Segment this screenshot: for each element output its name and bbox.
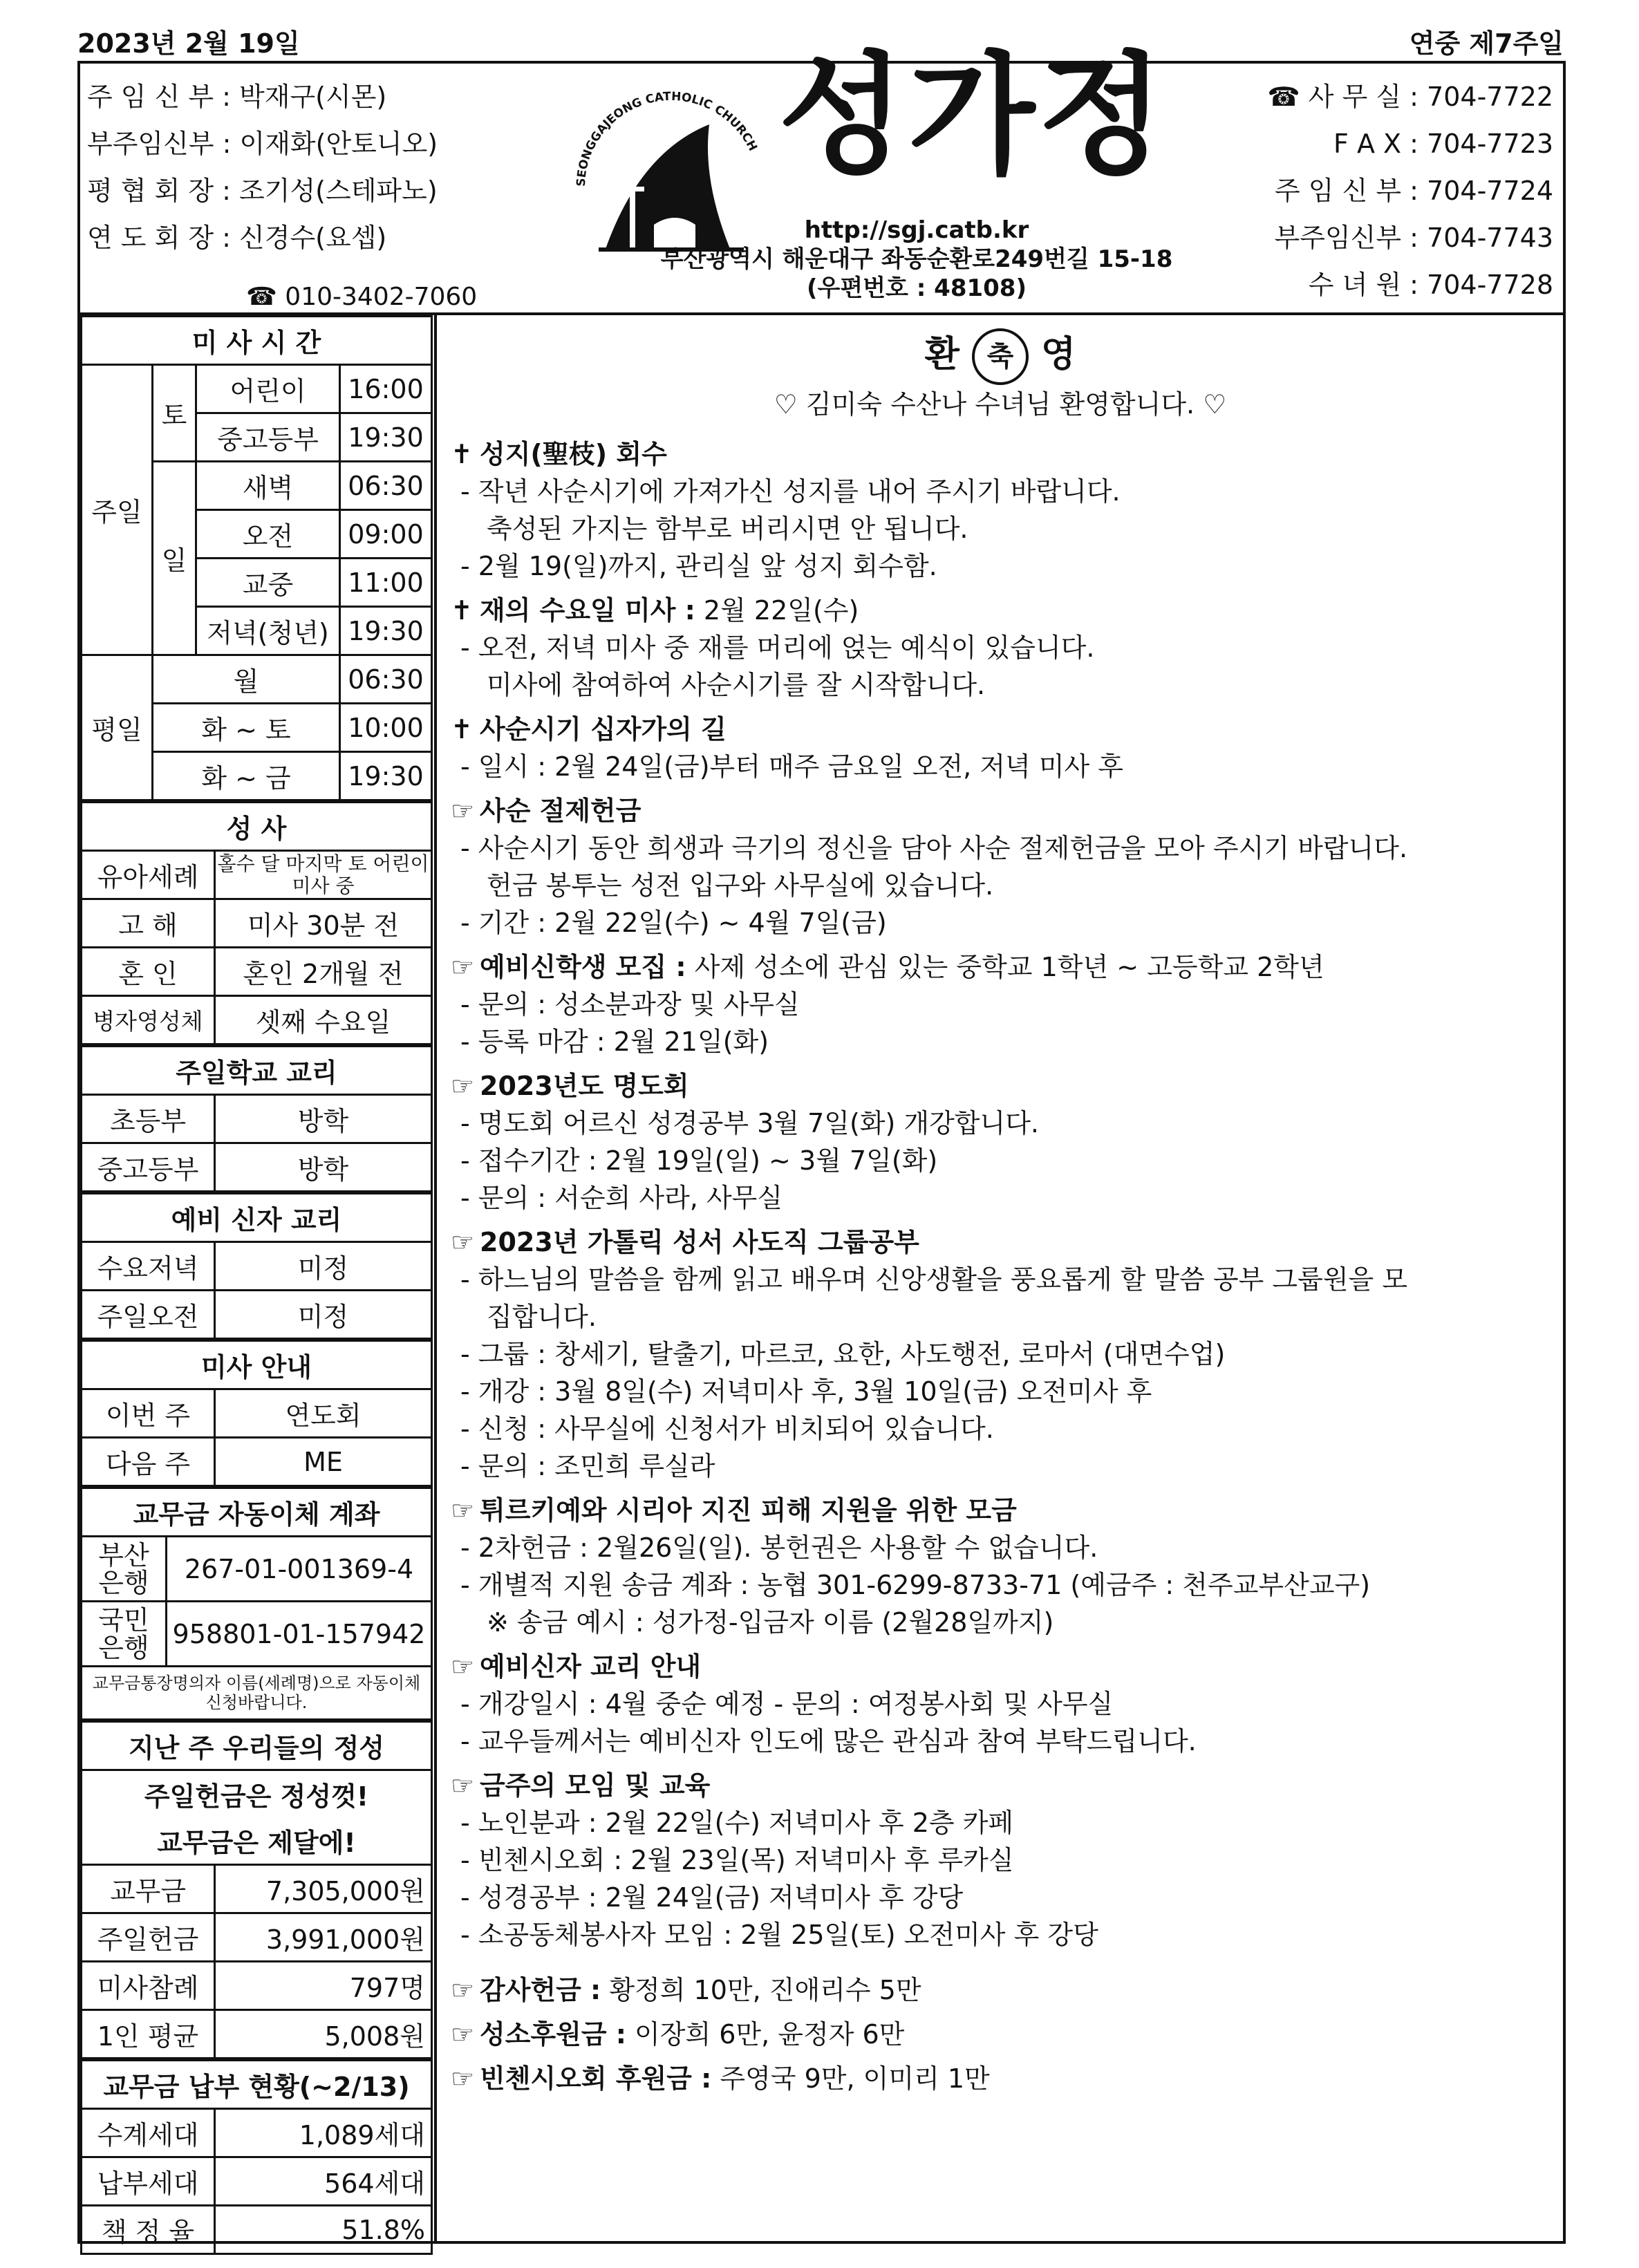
- staff-value: 신경수(요셉): [239, 223, 387, 253]
- account-table: [80, 1487, 433, 1721]
- bulletin-date: 2023년 2월 19일: [77, 28, 300, 59]
- guide-week: 이번 주: [82, 1389, 215, 1438]
- offering-amount: 7,305,000원: [215, 1865, 432, 1913]
- class-status: 미정: [215, 1242, 432, 1291]
- staff-label: 부주임신부: [87, 129, 214, 159]
- announcement-line: - 소공동체봉사자 모임 : 2월 25일(토) 오전미사 후 강당: [460, 1920, 1098, 1950]
- announcement-section: [451, 711, 1550, 785]
- announcement-section: [451, 1767, 1550, 1953]
- announcement-line: - 2월 19(일)까지, 관리실 앞 성지 회수함.: [460, 551, 937, 581]
- pointing-hand-icon: ☞: [451, 1227, 475, 1257]
- contact-label: 수 녀 원: [1308, 270, 1402, 300]
- mass-times-table: [80, 315, 433, 801]
- offering-amount: 5,008원: [215, 2010, 432, 2059]
- dues-item: 수계세대: [82, 2109, 215, 2157]
- pointing-hand-icon: ☞: [451, 796, 475, 826]
- bank-name: 국민 은행: [82, 1602, 167, 1667]
- website-url[interactable]: http://sgj.catb.kr: [804, 216, 1029, 244]
- pointing-hand-icon: ☞: [451, 1495, 475, 1526]
- account-number: 267-01-001369-4: [167, 1537, 432, 1602]
- offering-slogan-2: 교무금은 제달에!: [82, 1817, 432, 1865]
- mass-time: 19:30: [340, 413, 432, 462]
- announcement-section: [451, 1492, 1550, 1641]
- account-title: 교무금 자동이체 계좌: [82, 1488, 432, 1537]
- announcement-line: ※ 송금 예시 : 성가정-입금자 이름 (2월28일까지): [487, 1607, 1054, 1638]
- bank-name: 부산 은행: [82, 1537, 167, 1602]
- announcement-title-detail: 2월 22일(수): [695, 595, 859, 626]
- dues-item: 납부세대: [82, 2157, 215, 2206]
- sunday-day-label: 일: [153, 462, 196, 655]
- announcement-heading: [451, 711, 1550, 748]
- announcement-line: - 교우들께서는 예비신자 인도에 많은 관심과 참여 부탁드립니다.: [460, 1726, 1197, 1756]
- contact-label: 부주임신부: [1274, 223, 1402, 253]
- sacraments-title: 성 사: [82, 803, 432, 851]
- class-status: 미정: [215, 1291, 432, 1339]
- announcement-line: - 오전, 저녁 미사 중 재를 머리에 얹는 예식이 있습니다.: [460, 632, 1095, 663]
- cross-icon: ✝: [451, 714, 473, 744]
- announcement-heading: [451, 948, 1550, 986]
- mass-name: 월: [153, 655, 340, 704]
- announcement-title-detail: 주영국 9만, 이미리 1만: [711, 2063, 990, 2094]
- emblem-text: SEONGGAJEONG CATHOLIC CHURCH: [574, 89, 760, 187]
- announcement-title: 예비신학생 모집 :: [480, 952, 686, 982]
- dues-value: 564세대: [215, 2157, 432, 2206]
- mass-time: 06:30: [340, 462, 432, 510]
- postal-address: 부산광역시 해운대구 좌동순환로249번길 15-18: [660, 245, 1173, 273]
- dues-value: 1,089세대: [215, 2109, 432, 2157]
- mass-time: 16:00: [340, 365, 432, 413]
- contact-row: 수 녀 원 : 704-7728: [1308, 270, 1553, 300]
- announcement-title: 사순 절제헌금: [480, 796, 641, 826]
- dues-table: [80, 2059, 433, 2255]
- announcement-title: 빈첸시오회 후원금 :: [480, 2063, 712, 2094]
- sacrament-value: 혼인 2개월 전: [215, 948, 432, 996]
- staff-row: 연 도 회 장 : 신경수(요셉): [87, 223, 387, 253]
- contact-number: 704-7723: [1427, 129, 1553, 159]
- mass-time: 09:00: [340, 510, 432, 559]
- sunday-school-table: [80, 1045, 433, 1192]
- sidebar: [80, 315, 433, 2255]
- web-address-block: [540, 216, 1293, 303]
- mass-time: 19:30: [340, 607, 432, 655]
- announcement-title: 예비신자 교리 안내: [480, 1651, 702, 1682]
- contact-number: 704-7743: [1427, 223, 1553, 253]
- pointing-hand-icon: ☞: [451, 1651, 475, 1682]
- announcement-section: [451, 435, 1550, 585]
- announcement-title-detail: 이장희 6만, 윤정자 6만: [626, 2019, 905, 2050]
- cross-icon: ✝: [451, 439, 473, 469]
- sacrament-value: 미사 30분 전: [215, 899, 432, 948]
- sacrament-name: 유아세례: [82, 851, 215, 899]
- announcement-line: - 개강 : 3월 8일(수) 저녁미사 후, 3월 10일(금) 오전미사 후: [460, 1376, 1152, 1407]
- announcement-heading: [451, 1767, 1550, 1804]
- account-number: 958801-01-157942: [167, 1602, 432, 1667]
- staff-list: [87, 73, 478, 311]
- mass-time: 11:00: [340, 559, 432, 607]
- celebration-badge-icon: 축: [972, 328, 1029, 385]
- guide-week: 다음 주: [82, 1438, 215, 1486]
- announcement-section: [451, 2060, 1550, 2097]
- announcement-line: - 접수기간 : 2월 19일(일) ~ 3월 7일(화): [460, 1145, 938, 1176]
- welcome-message: ♡ 김미숙 수산나 수녀님 환영합니다. ♡: [774, 389, 1227, 420]
- welcome-word: 환: [924, 334, 959, 375]
- sacrament-value: 셋째 수요일: [215, 996, 432, 1044]
- school-status: 방학: [215, 1143, 432, 1192]
- account-note: 교무금통장명의자 이름(세례명)으로 자동이체 신청바랍니다.: [82, 1667, 432, 1720]
- offering-title: 지난 주 우리들의 정성: [82, 1722, 432, 1770]
- saturday-label: 토: [153, 365, 196, 462]
- pointing-hand-icon: ☞: [451, 1071, 475, 1101]
- announcement-heading: [451, 1971, 1550, 2009]
- offering-item: 1인 평균: [82, 2010, 215, 2059]
- announcement-line: - 작년 사순시기에 가져가신 성지를 내어 주시기 바랍니다.: [460, 476, 1121, 507]
- mass-time: 10:00: [340, 704, 432, 752]
- announcement-section: [451, 1648, 1550, 1760]
- liturgical-week: 연중 제7주일: [1409, 28, 1564, 59]
- announcement-section: [451, 792, 1550, 941]
- dues-item: 책 정 율: [82, 2206, 215, 2254]
- offering-item: 미사참례: [82, 1962, 215, 2010]
- welcome-heading: [451, 324, 1550, 386]
- mass-times-title: 미 사 시 간: [82, 317, 432, 365]
- staff-value: 이재화(안토니오): [239, 129, 438, 159]
- pointing-hand-icon: ☞: [451, 1770, 475, 1801]
- contact-row: 부주임신부 : 704-7743: [1274, 223, 1553, 253]
- announcement-line: - 명도회 어르신 성경공부 3월 7일(화) 개강합니다.: [460, 1108, 1040, 1138]
- sunday-school-title: 주일학교 교리: [82, 1047, 432, 1095]
- announcement-line: 축성된 가지는 함부로 버리시면 안 됩니다.: [487, 514, 968, 544]
- announcement-line: - 신청 : 사무실에 신청서가 비치되어 있습니다.: [460, 1414, 994, 1444]
- announcement-title: 2023년 가톨릭 성서 사도직 그룹공부: [480, 1227, 919, 1257]
- announcement-line: - 기간 : 2월 22일(수) ~ 4월 7일(금): [460, 908, 887, 938]
- class-time: 수요저녁: [82, 1242, 215, 1291]
- announcement-section: [451, 1971, 1550, 2009]
- class-time: 주일오전: [82, 1291, 215, 1339]
- announcement-section: [451, 1224, 1550, 1485]
- announcement-line: - 2차헌금 : 2월26일(일). 봉헌권은 사용할 수 없습니다.: [460, 1533, 1098, 1563]
- announcement-line: - 문의 : 서순희 사라, 사무실: [460, 1183, 783, 1213]
- announcement-heading: [451, 2016, 1550, 2053]
- school-group: 중고등부: [82, 1143, 215, 1192]
- announcement-section: [451, 948, 1550, 1060]
- announcement-title-detail: 황정희 10만, 진애리수 5만: [601, 1975, 921, 2005]
- guide-group: ME: [215, 1438, 432, 1486]
- column-divider: [434, 315, 437, 2241]
- mass-guide-table: [80, 1340, 433, 1487]
- announcement-line: - 개별적 지원 송금 계좌 : 농협 301-6299-8733-71 (예금주 : 천주교부산교구): [460, 1570, 1371, 1600]
- staff-value: 조기성(스테파노): [239, 176, 438, 206]
- announcement-line: 집합니다.: [487, 1302, 597, 1332]
- staff-label: 연 도 회 장: [87, 223, 214, 253]
- announcement-line: - 사순시기 동안 희생과 극기의 정신을 담아 사순 절제헌금을 모아 주시기 바랍니다.: [460, 833, 1408, 863]
- pointing-hand-icon: ☞: [451, 2063, 475, 2094]
- church-logo-wordmark: 성가정: [778, 38, 1168, 192]
- zip-code: (우편번호 : 48108): [806, 274, 1027, 302]
- sacrament-name: 고 해: [82, 899, 215, 948]
- pointing-hand-icon: ☞: [451, 2019, 475, 2050]
- welcome-word: 영: [1041, 334, 1076, 375]
- announcement-heading: [451, 435, 1550, 473]
- cross-icon: ✝: [451, 595, 473, 626]
- announcement-line: - 일시 : 2월 24일(금)부터 매주 금요일 오전, 저녁 미사 후: [460, 751, 1124, 782]
- announcement-section: [451, 1067, 1550, 1217]
- announcement-section: [451, 592, 1550, 704]
- announcement-title: 튀르키예와 시리아 지진 피해 지원을 위한 모금: [480, 1495, 1017, 1526]
- contact-number: 704-7722: [1427, 82, 1553, 112]
- contact-row: ☎ 사 무 실 : 704-7722: [1267, 82, 1553, 112]
- dues-title: 교무금 납부 현황(~2/13): [82, 2061, 432, 2109]
- sacraments-table: [80, 801, 433, 1045]
- announcement-heading: [451, 1648, 1550, 1685]
- pointing-hand-icon: ☞: [451, 952, 475, 982]
- offering-slogan-1: 주일헌금은 정성껏!: [82, 1770, 432, 1818]
- contact-label: F A X: [1333, 129, 1402, 159]
- announcement-line: 미사에 참여하여 사순시기를 잘 시작합니다.: [487, 670, 986, 700]
- mass-time: 19:30: [340, 752, 432, 800]
- announcement-line: 헌금 봉투는 성전 입구와 사무실에 있습니다.: [487, 870, 994, 901]
- staff-row: 부주임신부 : 이재화(안토니오): [87, 129, 438, 159]
- announcement-heading: [451, 792, 1550, 830]
- mass-name: 화 ~ 금: [153, 752, 340, 800]
- announcement-line: - 문의 : 성소분과장 및 사무실: [460, 989, 800, 1020]
- announcement-heading: [451, 2060, 1550, 2097]
- offering-amount: 797명: [215, 1962, 432, 2010]
- staff-label: 평 협 회 장: [87, 176, 214, 206]
- school-group: 초등부: [82, 1095, 215, 1143]
- contact-label: 주 임 신 부: [1275, 176, 1402, 206]
- announcement-line: - 등록 마감 : 2월 21일(화): [460, 1027, 769, 1057]
- announcement-title: 2023년도 명도회: [480, 1071, 689, 1101]
- contact-row: 주 임 신 부 : 704-7724: [1275, 176, 1553, 206]
- announcement-list: [451, 435, 1550, 2097]
- announcement-title: 재의 수요일 미사 :: [480, 595, 695, 626]
- sacrament-name: 혼 인: [82, 948, 215, 996]
- contact-number: 704-7724: [1427, 176, 1553, 206]
- announcement-title: 금주의 모임 및 교육: [480, 1770, 711, 1801]
- announcement-heading: [451, 1492, 1550, 1529]
- announcement-title-detail: 사제 성소에 관심 있는 중학교 1학년 ~ 고등학교 2학년: [686, 952, 1324, 982]
- school-status: 방학: [215, 1095, 432, 1143]
- announcement-line: - 성경공부 : 2월 24일(금) 저녁미사 후 강당: [460, 1882, 964, 1913]
- dues-value: 51.8%: [215, 2206, 432, 2254]
- offering-item: 주일헌금: [82, 1913, 215, 1962]
- contact-list: [1267, 73, 1553, 308]
- announcement-heading: [451, 592, 1550, 629]
- offering-item: 교무금: [82, 1865, 215, 1913]
- announcement-line: - 빈첸시오회 : 2월 23일(목) 저녁미사 후 루카실: [460, 1845, 1014, 1875]
- announcement-line: - 개강일시 : 4월 중순 예정 - 문의 : 여정봉사회 및 사무실: [460, 1689, 1114, 1719]
- announcement-section: [451, 2016, 1550, 2053]
- announcement-title: 성지(聖枝) 회수: [480, 439, 667, 469]
- mass-name: 저녁(청년): [196, 607, 340, 655]
- contact-row: F A X : 704-7723: [1333, 129, 1553, 159]
- announcement-title: 사순시기 십자가의 길: [480, 714, 727, 744]
- staff-value: 박재구(시몬): [239, 82, 387, 112]
- weekday-label: 평일: [82, 655, 153, 800]
- catechumen-title: 예비 신자 교리: [82, 1194, 432, 1242]
- staff-row: 주 임 신 부 : 박재구(시몬): [87, 82, 387, 112]
- sacrament-value: 홀수 달 마지막 토 어린이 미사 중: [215, 851, 432, 899]
- announcement-line: - 문의 : 조민희 루실라: [460, 1451, 715, 1481]
- announcement-line: - 하느님의 말씀을 함께 읽고 배우며 신앙생활을 풍요롭게 할 말씀 공부 그룹원을 모: [460, 1264, 1408, 1295]
- contact-number: 704-7728: [1427, 270, 1553, 300]
- announcement-line: - 노인분과 : 2월 22일(수) 저녁미사 후 2층 카페: [460, 1808, 1014, 1838]
- mass-name: 교중: [196, 559, 340, 607]
- catechumen-table: [80, 1192, 433, 1340]
- offering-table: [80, 1721, 433, 2059]
- announcement-heading: [451, 1224, 1550, 1261]
- mass-name: 화 ~ 토: [153, 704, 340, 752]
- mass-name: 새벽: [196, 462, 340, 510]
- staff-label: 주 임 신 부: [87, 82, 214, 112]
- announcement-title: 성소후원금 :: [480, 2019, 626, 2050]
- staff-row: 평 협 회 장 : 조기성(스테파노): [87, 176, 438, 206]
- sunday-label: 주일: [82, 365, 153, 655]
- offering-amount: 3,991,000원: [215, 1913, 432, 1962]
- pointing-hand-icon: ☞: [451, 1975, 475, 2005]
- sacrament-name: 병자영성체: [82, 996, 215, 1044]
- mass-name: 중고등부: [196, 413, 340, 462]
- mass-time: 06:30: [340, 655, 432, 704]
- guide-group: 연도회: [215, 1389, 432, 1438]
- contact-label: ☎ 사 무 실: [1267, 82, 1402, 112]
- mass-name: 어린이: [196, 365, 340, 413]
- mass-guide-title: 미사 안내: [82, 1341, 432, 1389]
- announcement-heading: [451, 1067, 1550, 1105]
- mass-name: 오전: [196, 510, 340, 559]
- announcement-line: - 그룹 : 창세기, 탈출기, 마르코, 요한, 사도행전, 로마서 (대면수업): [460, 1339, 1226, 1369]
- staff-phone: ☎ 010-3402-7060: [246, 283, 478, 311]
- announcements: [451, 324, 1550, 2097]
- announcement-title: 감사헌금 :: [480, 1975, 601, 2005]
